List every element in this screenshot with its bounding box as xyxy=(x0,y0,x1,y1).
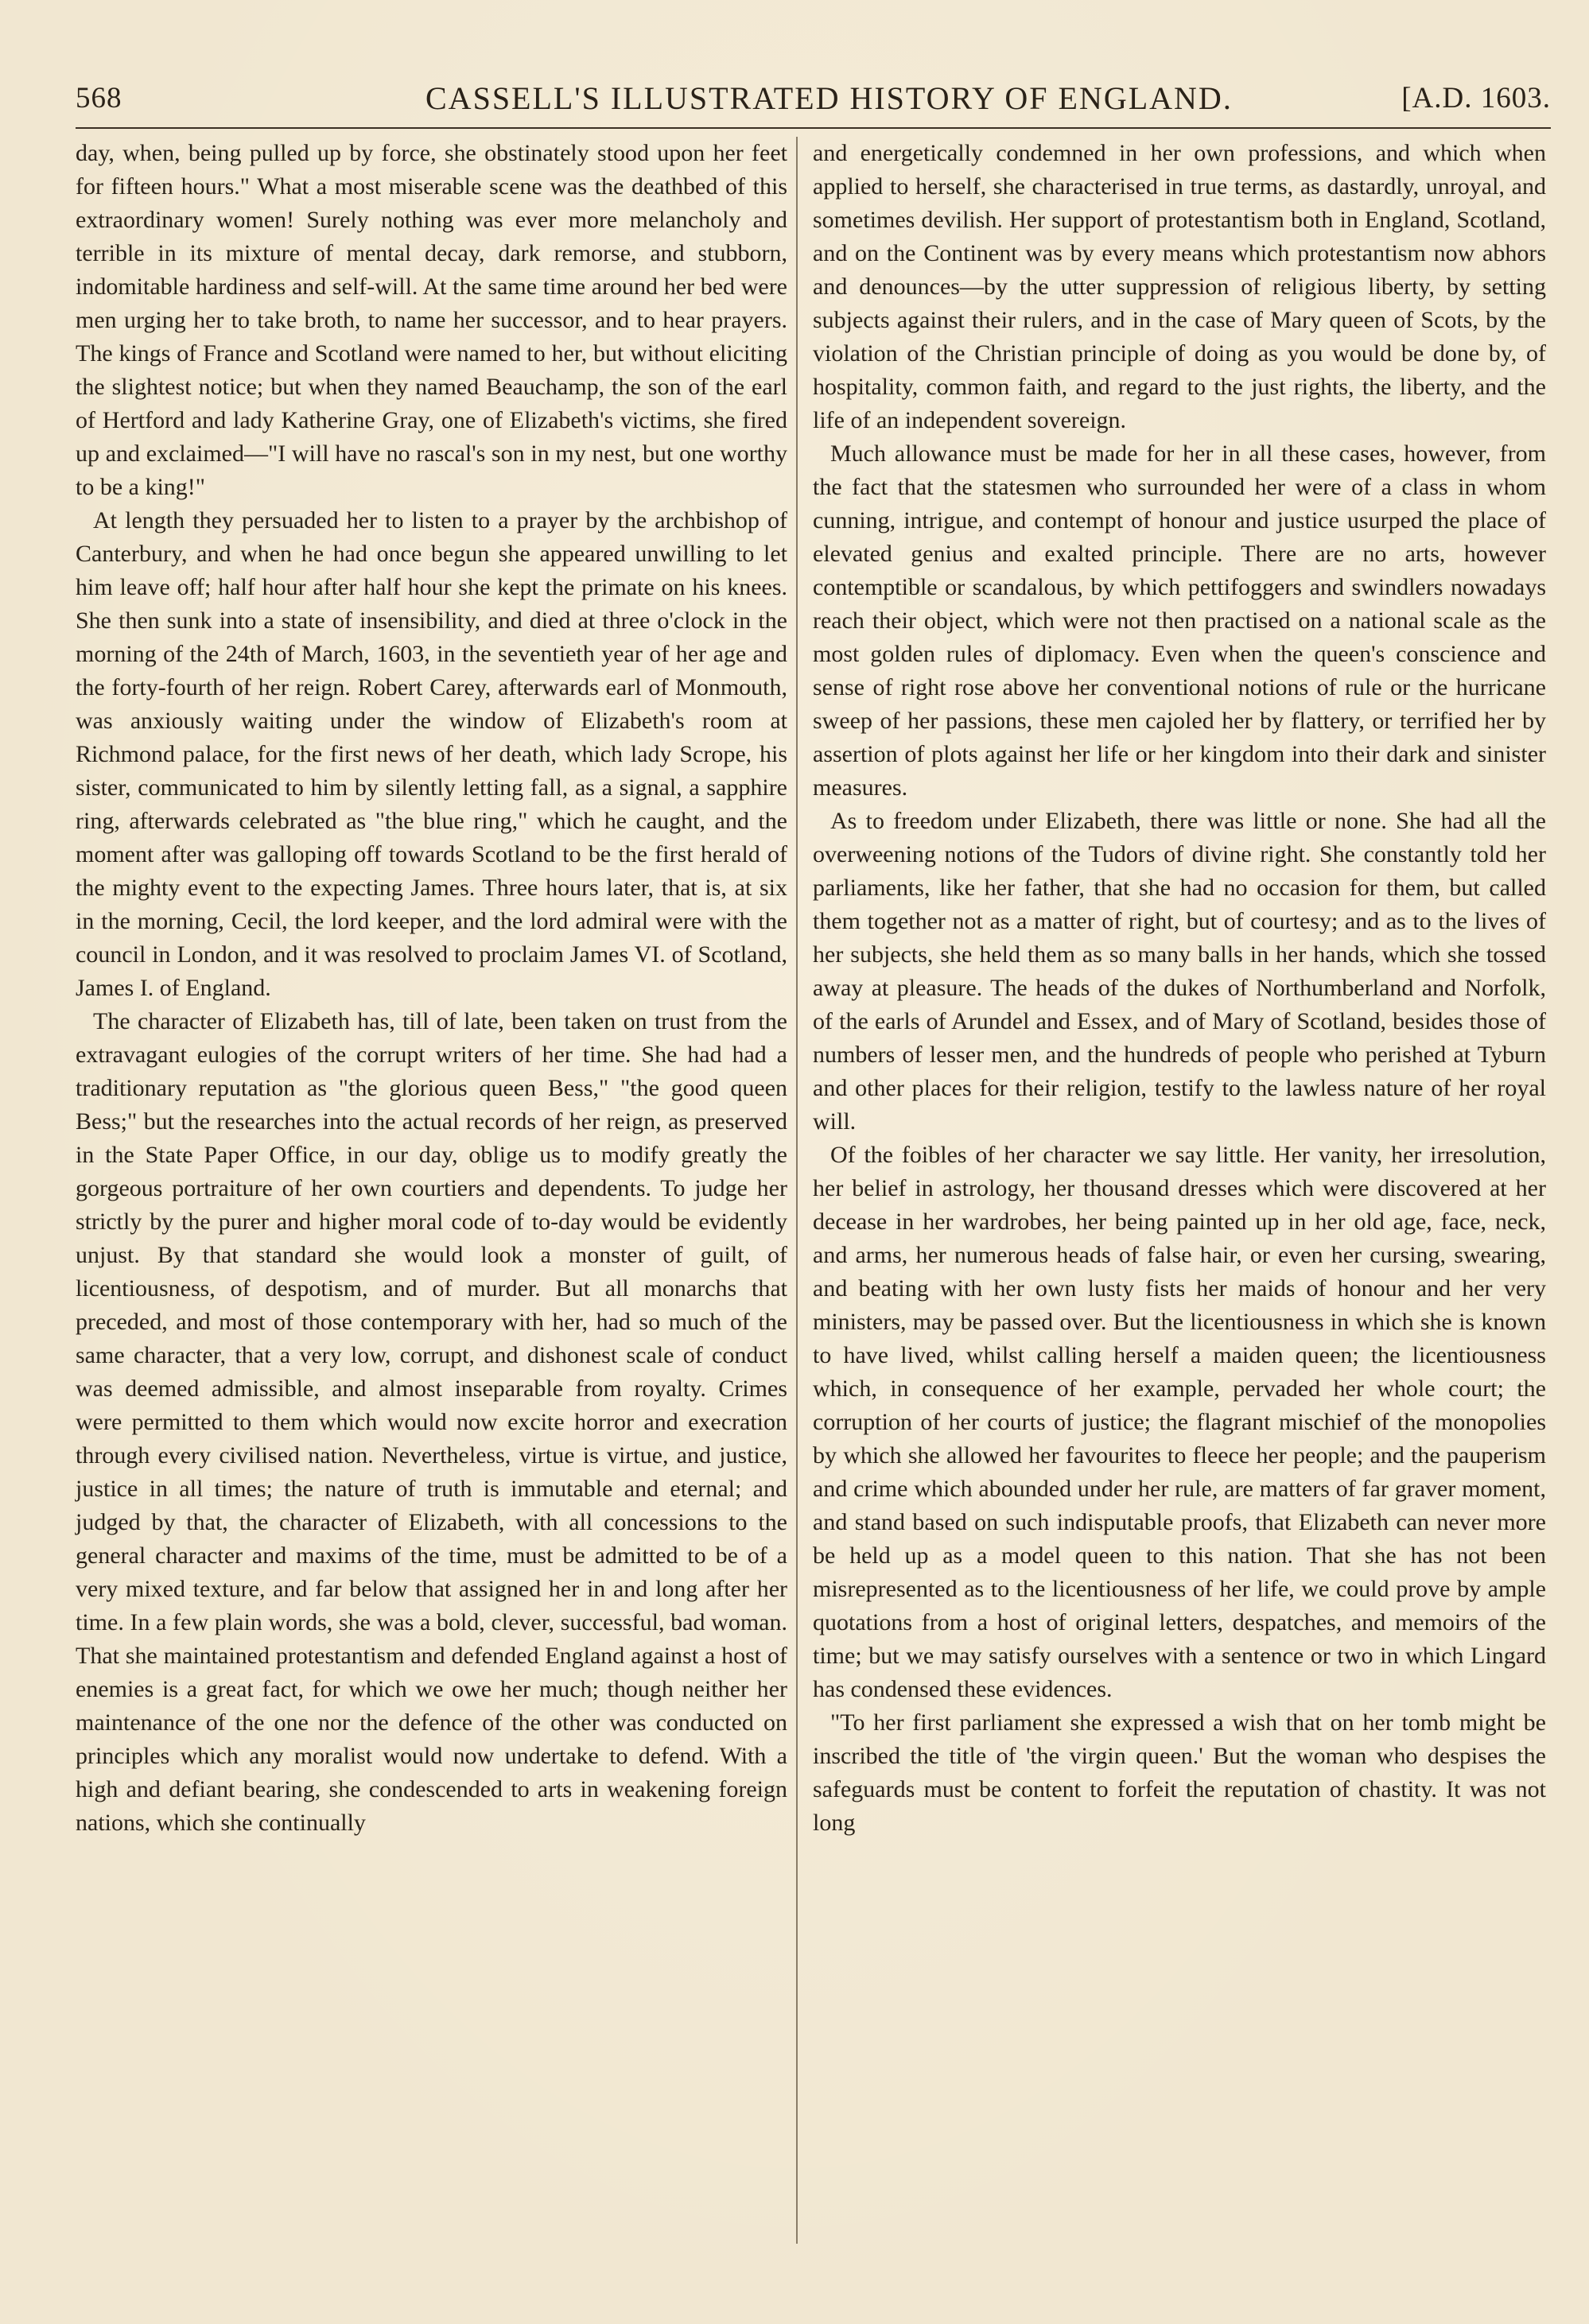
running-title: CASSELL'S ILLUSTRATED HISTORY OF ENGLAND. xyxy=(425,80,1233,116)
left-column xyxy=(76,137,787,1840)
column-divider xyxy=(796,137,798,2244)
page-number: 568 xyxy=(76,82,122,114)
paragraph: As to freedom under Elizabeth, there was little or none. She had all the overweening notions of the Tudors of divine right. She constantly told her parliaments, like her father, that she had no occasion for them, but called them together not as a matter of right, but of courtesy; and as to the lives of her subjects, she held them as so many balls in her hands, which she tossed away at pleasure. The heads of the dukes of Northumberland and Norfolk, of the earls of Arundel and Essex, and of Mary of Scotland, besides those of numbers of lesser men, and the hundreds of people who perished at Tyburn and other places for their religion, testify to the lawless nature of her royal will. xyxy=(813,808,1546,1135)
paragraph: and energetically condemned in her own professions, and which when applied to herself, she characterised in true terms, as dastardly, unroyal, and sometimes devilish. Her support of protestantism both in England, Scotland, and on the Continent was by every means which protestantism now abhors and denounces—by the utter suppression of religious liberty, by setting subjects against their rulers, and in the case of Mary queen of Scots, by the violation of the Christian principle of doing as you would be done by, of hospitality, common faith, and regard to the just rights, the liberty, and the life of an independent sovereign. xyxy=(813,140,1546,433)
right-column xyxy=(813,137,1546,1840)
header-rule xyxy=(76,127,1551,129)
paragraph: Much allowance must be made for her in all these cases, however, from the fact that the statesmen who surrounded her were of a class in whom cunning, intrigue, and contempt of honour and justice usurped the place of elevated genius and exalted principle. There are no arts, however contemptible or scandalous, by which pettifoggers and swindlers nowadays reach their object, which were not then practised on a national scale as the most golden rules of diplomacy. Even when the queen's conscience and sense of right rose above her conventional notions of rule or the hurricane sweep of her passions, these men cajoled her by flattery, or terrified her by assertion of plots against her life or her kingdom into their dark and sinister measures. xyxy=(813,440,1546,801)
header-date: [A.D. 1603. xyxy=(1401,82,1551,114)
paragraph: "To her first parliament she expressed a wish that on her tomb might be inscribed the title of 'the virgin queen.' But the woman who despises the safeguards must be content to forfeit the reputation of chastity. It was not long xyxy=(813,1709,1546,1836)
running-header xyxy=(76,76,1551,124)
paragraph: Of the foibles of her character we say little. Her vanity, her irresolution, her belief in astrology, her thousand dresses which were discovered at her decease in her wardrobes, her being painted up in her old age, face, neck, and arms, her numerous heads of false hair, or even her cursing, swearing, and beating with her own lusty fists her maids of honour and her very ministers, may be passed over. But the licentiousness in which she is known to have lived, whilst calling herself a maiden queen; the licentiousness which, in consequence of her example, pervaded her whole court; the corruption of her courts of justice; the flagrant mischief of the monopolies by which she allowed her favourites to fleece her people; and the pauperism and crime which abounded under her rule, are matters of far graver moment, and stand based on such indisputable proofs, that Elizabeth can never more be held up as a model queen to this nation. That she has not been misrepresented as to the licentiousness of her life, we could prove by ample quotations from a host of original letters, despatches, and memoirs of the time; but we may satisfy ourselves with a sentence or two in which Lingard has condensed these evidences. xyxy=(813,1142,1546,1702)
paragraph: day, when, being pulled up by force, she obstinately stood upon her feet for fifteen hours." What a most miserable scene was the deathbed of this extraordinary women! Surely nothing was ever more melancholy and terrible in its mixture of mental decay, dark remorse, and stubborn, indomitable hardiness and self-will. At the same time around her bed were men urging her to take broth, to name her successor, and to hear prayers. The kings of France and Scotland were named to her, but without eliciting the slightest notice; but when they named Beauchamp, the son of the earl of Hertford and lady Katherine Gray, one of Elizabeth's victims, she fired up and exclaimed—"I will have no rascal's son in my nest, but one worthy to be a king!" xyxy=(76,140,787,500)
paragraph: The character of Elizabeth has, till of late, been taken on trust from the extravagant eulogies of the corrupt writers of her time. She had had a traditionary reputation as "the glorious queen Bess," "the good queen Bess;" but the researches into the actual records of her reign, as preserved in the State Paper Office, in our day, oblige us to modify greatly the gorgeous portraiture of her own courtiers and dependents. To judge her strictly by the purer and higher moral code of to-day would be evidently unjust. By that standard she would look a monster of guilt, of licentiousness, of despotism, and of murder. But all monarchs that preceded, and most of those contemporary with her, had so much of the same character, that a very low, corrupt, and dishonest scale of conduct was deemed admissible, and almost inseparable from royalty. Crimes were permitted to them which would now excite horror and execration through every civilised nation. Nevertheless, virtue is virtue, and justice, justice in all times; the nature of truth is immutable and eternal; and judged by that, the character of Elizabeth, with all concessions to the general character and maxims of the time, must be admitted to be of a very mixed texture, and far below that assigned her in and long after her time. In a few plain words, she was a bold, clever, successful, bad woman. That she maintained protestantism and defended England against a host of enemies is a great fact, for which we owe her much; though neither her maintenance of the one nor the defence of the other was conducted on principles which any moralist would now undertake to defend. With a high and defiant bearing, she condescended to arts in weakening foreign nations, which she continually xyxy=(76,1008,787,1836)
paragraph: At length they persuaded her to listen to a prayer by the archbishop of Canterbury, and when he had once begun she appeared unwilling to let him leave off; half hour after half hour she kept the primate on his knees. She then sunk into a state of insensibility, and died at three o'clock in the morning of the 24th of March, 1603, in the seventieth year of her age and the forty-fourth of her reign. Robert Carey, afterwards earl of Monmouth, was anxiously waiting under the window of Elizabeth's room at Richmond palace, for the first news of her death, which lady Scrope, his sister, communicated to him by silently letting fall, as a signal, a sapphire ring, afterwards celebrated as "the blue ring," which he caught, and the moment after was galloping off towards Scotland to be the first herald of the mighty event to the expecting James. Three hours later, that is, at six in the morning, Cecil, the lord keeper, and the lord admiral were with the council in London, and it was resolved to proclaim James VI. of Scotland, James I. of England. xyxy=(76,507,787,1001)
